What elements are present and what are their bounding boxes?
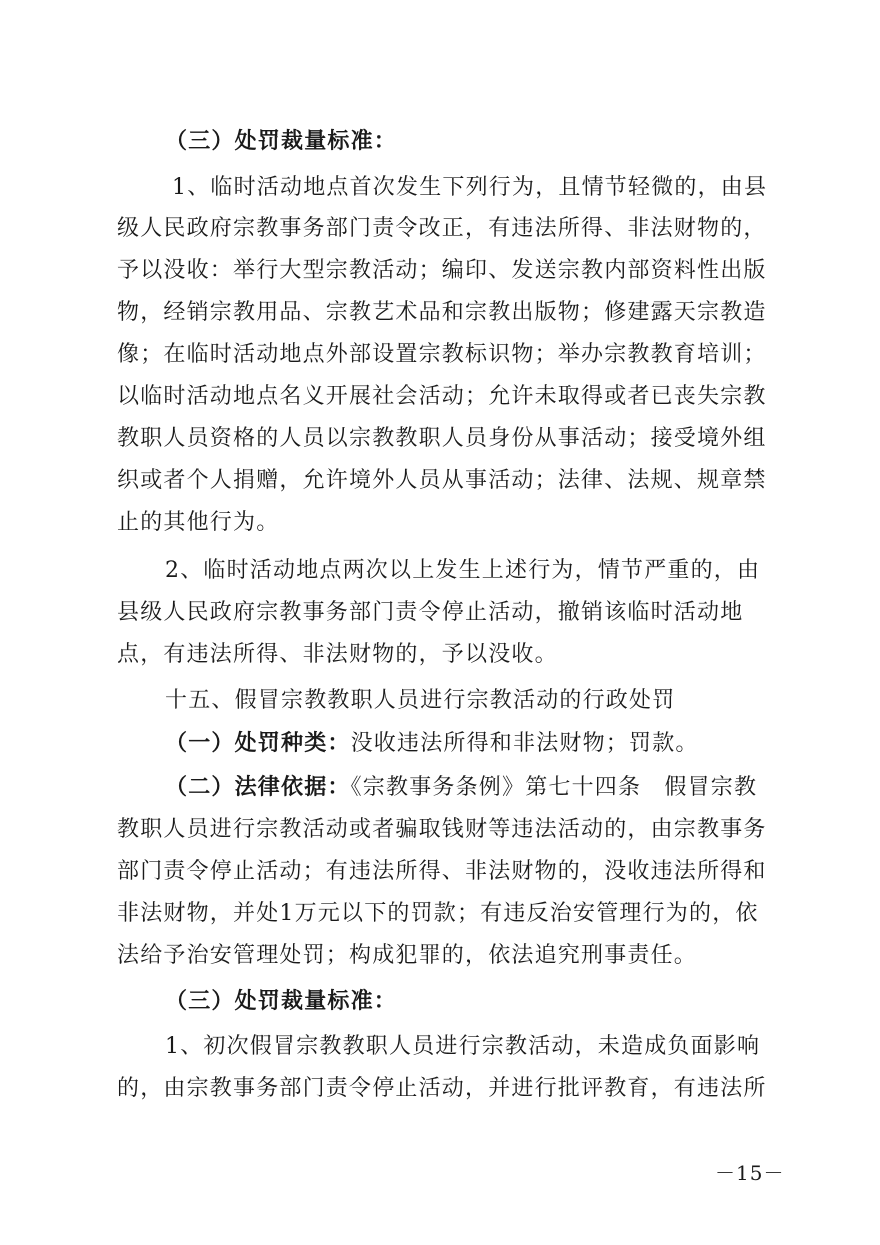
section-title: 十五、假冒宗教教职人员进行宗教活动的行政处罚 — [165, 688, 676, 713]
page-number: －15－ — [715, 1161, 785, 1185]
section-heading: （三）处罚裁量标准： — [165, 989, 398, 1014]
paragraph-line: 点，有违法所得、非法财物的，予以没收。 — [117, 642, 558, 667]
paragraph-line: 教职人员进行宗教活动或者骗取钱财等违法活动的，由宗教事务 — [117, 817, 767, 842]
penalty-type-label: （一）处罚种类： — [165, 731, 351, 756]
paragraph-line: 1、临时活动地点首次发生下列行为，且情节轻微的，由县 — [172, 175, 768, 200]
penalty-type-text: 没收违法所得和非法财物；罚款。 — [350, 731, 699, 756]
paragraph-line: 级人民政府宗教事务部门责令改正，有违法所得、非法财物的， — [117, 216, 767, 241]
paragraph-line: 法给予治安管理处罚；构成犯罪的，依法追究刑事责任。 — [117, 943, 698, 968]
paragraph-line: 非法财物，并处1万元以下的罚款；有违反治安管理行为的，依 — [117, 901, 759, 926]
paragraph-line: 物，经销宗教用品、宗教艺术品和宗教出版物；修建露天宗教造 — [117, 300, 767, 325]
paragraph-line: 以临时活动地点名义开展社会活动；允许未取得或者已丧失宗教 — [117, 384, 767, 409]
paragraph-line: 教职人员资格的人员以宗教教职人员身份从事活动；接受境外组 — [117, 426, 767, 451]
paragraph-line: 县级人民政府宗教事务部门责令停止活动，撤销该临时活动地 — [117, 600, 744, 625]
paragraph-line: 1、初次假冒宗教教职人员进行宗教活动，未造成负面影响 — [165, 1034, 761, 1059]
paragraph-line: 止的其他行为。 — [117, 510, 280, 535]
penalty-type-line — [165, 730, 699, 758]
paragraph-line: 部门责令停止活动；有违法所得、非法财物的，没收违法所得和 — [117, 859, 767, 884]
section-heading: （三）处罚裁量标准： — [165, 129, 398, 154]
legal-basis-text: 《宗教事务条例》第七十四条 假冒宗教 — [350, 775, 758, 800]
paragraph-line: 织或者个人捐赠，允许境外人员从事活动；法律、法规、规章禁 — [117, 468, 767, 493]
legal-basis-line — [165, 774, 757, 802]
paragraph-line: 的，由宗教事务部门责令停止活动，并进行批评教育，有违法所 — [117, 1076, 767, 1101]
legal-basis-label: （二）法律依据： — [165, 775, 351, 800]
paragraph-line: 予以没收：举行大型宗教活动；编印、发送宗教内部资料性出版 — [117, 258, 767, 283]
paragraph-line: 像；在临时活动地点外部设置宗教标识物；举办宗教教育培训； — [117, 342, 767, 367]
paragraph-line: 2、临时活动地点两次以上发生上述行为，情节严重的，由 — [165, 558, 761, 583]
